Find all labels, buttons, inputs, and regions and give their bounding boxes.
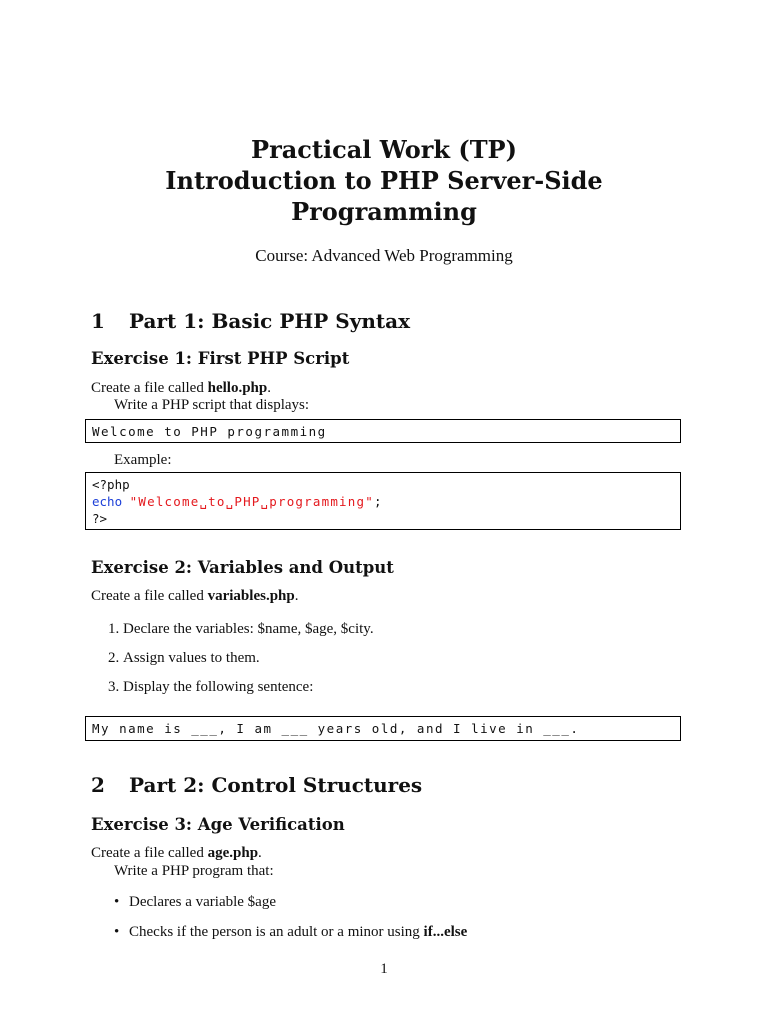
code-string: "Welcome␣to␣PHP␣programming" [129, 494, 374, 509]
list-number: 1. [108, 621, 120, 637]
exercise-3-heading: Exercise 3: Age Verification [91, 815, 345, 834]
list-item-1 [108, 621, 374, 638]
exercise-1-instruction: Write a PHP script that displays: [114, 397, 310, 413]
exercise-2-heading: Exercise 2: Variables and Output [91, 558, 394, 577]
title-line-3: Programming [291, 197, 477, 226]
code-line-2 [92, 493, 674, 510]
filename: variables.php [207, 588, 295, 604]
expected-output-box: My name is ___, I am ___ years old, and I live in ___. [85, 716, 681, 741]
expected-output-box: Welcome to PHP programming [85, 419, 681, 443]
filename: age.php [207, 845, 259, 861]
document-title [0, 134, 768, 227]
bullet-icon: • [114, 894, 120, 910]
bullet-text: Checks if the person is an adult or a minor using [129, 924, 424, 940]
section-title: Part 2: Control Structures [129, 773, 423, 797]
intro-text: Create a file called [91, 588, 208, 604]
intro-period: . [258, 845, 262, 861]
list-number: 3. [108, 679, 120, 695]
exercise-1-heading: Exercise 1: First PHP Script [91, 349, 350, 368]
section-title: Part 1: Basic PHP Syntax [129, 309, 410, 333]
intro-text: Create a file called [91, 380, 208, 396]
section-number: 2 [91, 773, 105, 797]
section-number: 1 [91, 309, 105, 333]
list-number: 2. [108, 650, 120, 666]
bullet-item-1: Declares a variable $age [129, 894, 276, 910]
exercise-3-instruction: Write a PHP program that: [114, 863, 274, 879]
example-label: Example: [114, 452, 172, 468]
section-heading-part-1 [91, 309, 410, 333]
bullet-icon: • [114, 924, 120, 940]
list-item-3 [108, 679, 313, 696]
title-line-1: Practical Work (TP) [251, 135, 517, 164]
list-text: Assign values to them. [123, 650, 260, 666]
exercise-3-intro [91, 844, 262, 862]
intro-period: . [294, 588, 299, 604]
filename: hello.php [207, 380, 268, 396]
course-subtitle: Course: Advanced Web Programming [255, 246, 513, 265]
intro-text: Create a file called [91, 845, 208, 861]
bullet-keyword: if...else [423, 924, 468, 940]
title-line-2: Introduction to PHP Server-Side [165, 166, 603, 195]
code-semicolon: ; [373, 494, 382, 509]
list-text: Display the following sentence: [123, 679, 314, 695]
list-item-2 [108, 650, 260, 667]
code-block [85, 472, 681, 530]
section-heading-part-2 [91, 773, 422, 797]
code-line-3: ?> [92, 511, 108, 526]
page-number: 1 [380, 961, 388, 977]
list-text: Declare the variables: $name, $age, $city. [123, 621, 374, 637]
intro-period: . [267, 380, 271, 396]
code-keyword: echo [92, 494, 123, 509]
exercise-1-intro [91, 379, 271, 397]
code-line-1: <?php [92, 477, 130, 492]
bullet-item-2 [129, 924, 467, 941]
exercise-2-intro [91, 587, 298, 605]
